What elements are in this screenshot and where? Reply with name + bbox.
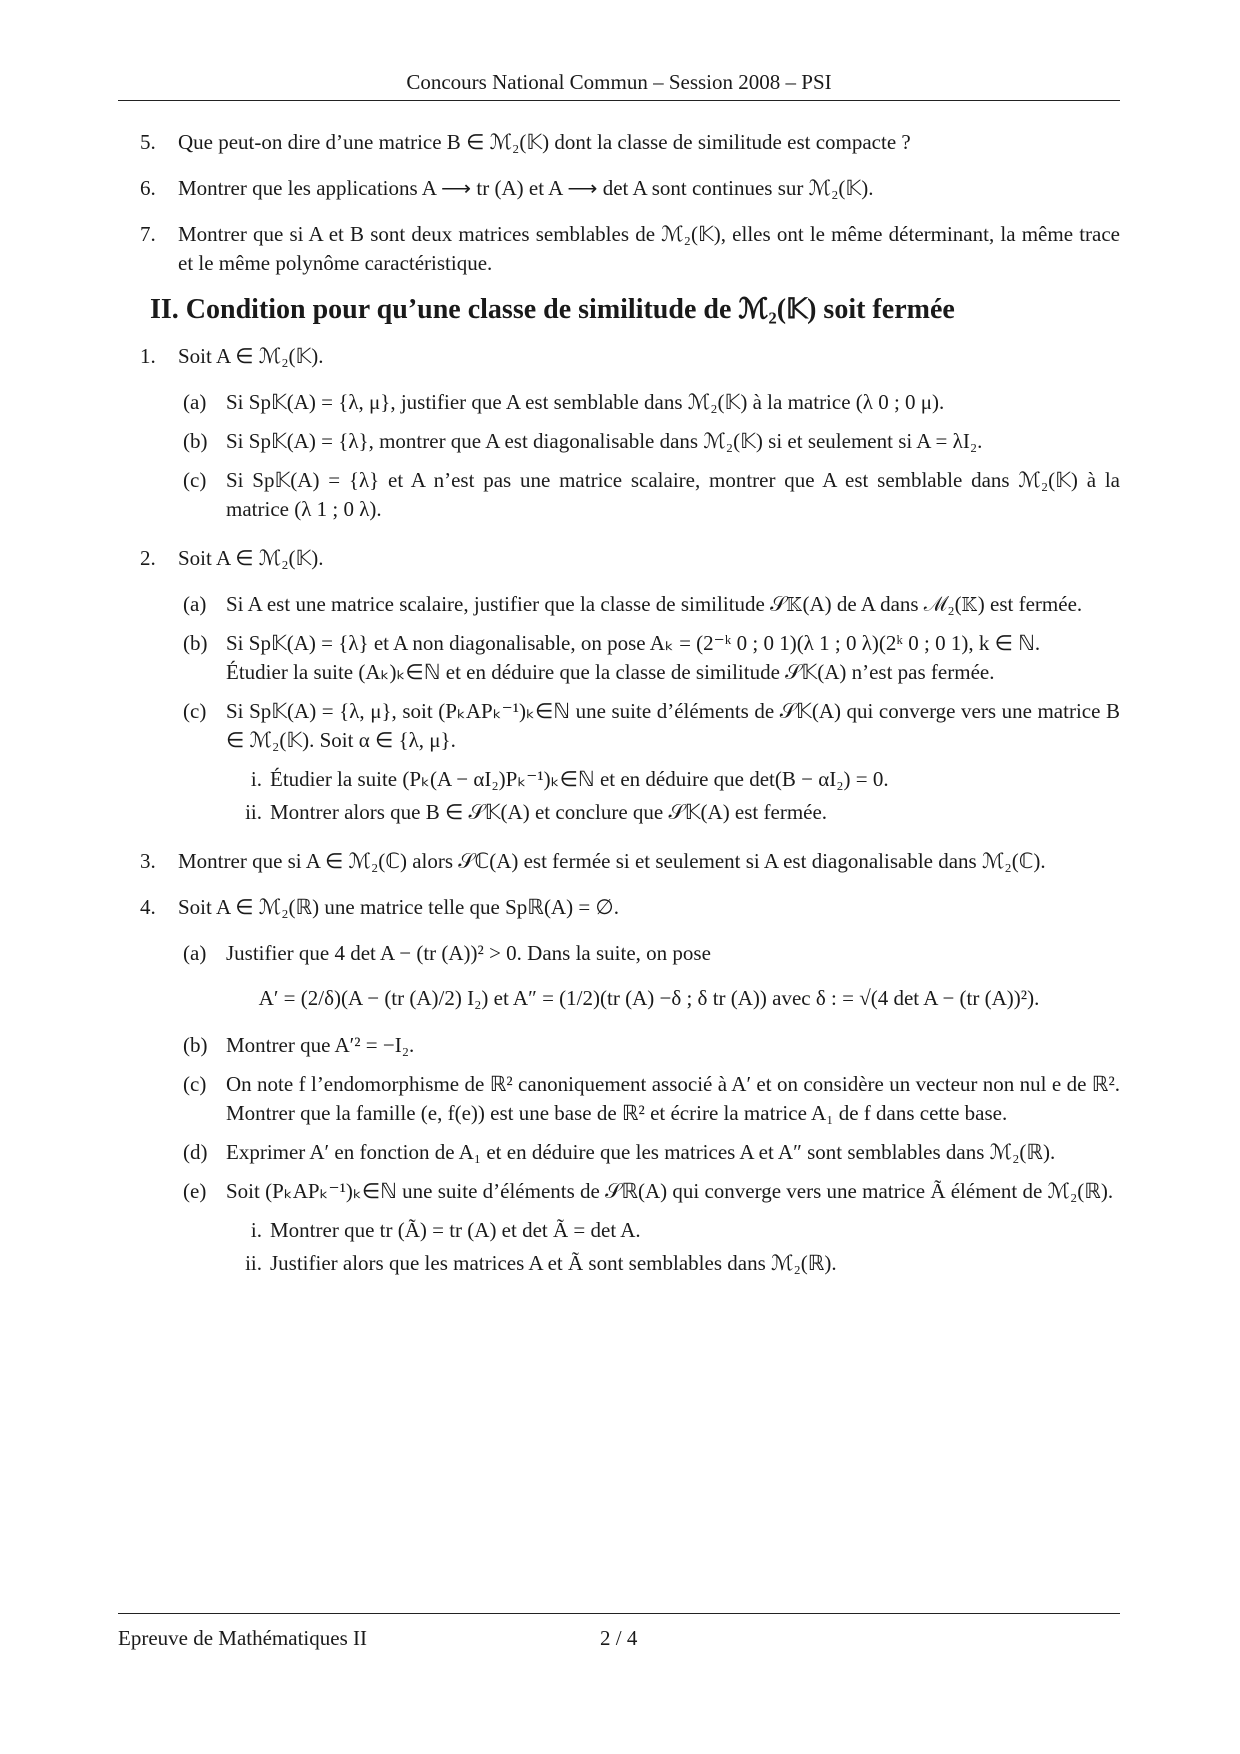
subquestion-label: (d) xyxy=(183,1140,208,1164)
footer-rule xyxy=(118,1613,1120,1614)
subquestion-label: (b) xyxy=(183,631,208,655)
subsubquestion-label: ii. xyxy=(245,1251,262,1275)
subquestion-label: (a) xyxy=(183,941,207,965)
subquestion-1b xyxy=(118,427,1120,456)
subsubquestion-label: i. xyxy=(250,767,262,791)
question-1 xyxy=(118,342,1120,371)
question-number: 5. xyxy=(140,130,156,154)
subquestion-2c xyxy=(118,697,1120,755)
subquestion-label: (c) xyxy=(183,468,207,492)
section-title: II. Condition pour qu’une classe de similitude de ℳ₂(𝕂) soit fermée xyxy=(150,294,955,325)
subquestion-label: (e) xyxy=(183,1179,207,1203)
question-number: 2. xyxy=(140,546,156,570)
question-4 xyxy=(118,893,1120,922)
question-text: Soit A ∈ ℳ₂(ℝ) une matrice telle que Spℝ(A) = ∅. xyxy=(178,895,619,919)
page-content xyxy=(118,128,1120,1282)
subsubquestion-4e-i xyxy=(118,1216,1120,1245)
subquestion-text: Soit (PₖAPₖ⁻¹)ₖ∈ℕ une suite d’éléments de 𝒮ℝ(A) qui converge vers une matrice Ã élément de ℳ₂(ℝ). xyxy=(226,1179,1114,1203)
subquestion-2a xyxy=(118,590,1120,619)
subsubquestion-text: Montrer que tr (Ã) = tr (A) et det Ã = det A. xyxy=(270,1218,641,1242)
subquestion-label: (a) xyxy=(183,592,207,616)
subsubquestion-text: Étudier la suite (Pₖ(A − αI₂)Pₖ⁻¹)ₖ∈ℕ et en déduire que det(B − αI₂) = 0. xyxy=(270,767,889,791)
question-5 xyxy=(118,128,1120,157)
subquestion-text: On note f l’endomorphisme de ℝ² canoniquement associé à A′ et on considère un vecteur non nul e de ℝ². Montrer que la famille (e, f(e)) est une base de ℝ² et écrire la matrice A₁ de f dans cette base. xyxy=(226,1072,1120,1125)
subquestion-4e xyxy=(118,1177,1120,1206)
question-number: 6. xyxy=(140,176,156,200)
subquestion-text-continued: Étudier la suite (Aₖ)ₖ∈ℕ et en déduire que la classe de similitude 𝒮𝕂(A) n’est pas fermée. xyxy=(226,660,995,684)
question-number: 1. xyxy=(140,344,156,368)
subquestion-text: Montrer que A′² = −I₂. xyxy=(226,1033,415,1057)
question-text: Soit A ∈ ℳ₂(𝕂). xyxy=(178,344,324,368)
subsubquestion-label: i. xyxy=(250,1218,262,1242)
subsubquestion-2c-i xyxy=(118,765,1120,794)
subsubquestion-4e-ii xyxy=(118,1249,1120,1278)
question-6 xyxy=(118,174,1120,203)
question-text: Montrer que si A et B sont deux matrices semblables de ℳ₂(𝕂), elles ont le même déterminant, la même trace et le même polynôme caractéristique. xyxy=(178,222,1120,275)
subquestion-1c xyxy=(118,466,1120,524)
subquestion-4c xyxy=(118,1070,1120,1128)
subquestion-label: (a) xyxy=(183,390,207,414)
question-3 xyxy=(118,847,1120,876)
question-text: Montrer que les applications A ⟶ tr (A) et A ⟶ det A sont continues sur ℳ₂(𝕂). xyxy=(178,176,874,200)
subquestion-text: Si Sp𝕂(A) = {λ} et A n’est pas une matrice scalaire, montrer que A est semblable dans ℳ₂(𝕂) à la matrice (λ 1 ; 0 λ). xyxy=(226,468,1120,521)
question-text: Montrer que si A ∈ ℳ₂(ℂ) alors 𝒮ℂ(A) est fermée si et seulement si A est diagonalisable dans ℳ₂(ℂ). xyxy=(178,849,1046,873)
header-rule xyxy=(118,100,1120,101)
subquestion-label: (c) xyxy=(183,1072,207,1096)
subquestion-label: (b) xyxy=(183,1033,208,1057)
subquestion-text: Justifier que 4 det A − (tr (A))² > 0. Dans la suite, on pose xyxy=(226,941,711,965)
question-number: 4. xyxy=(140,895,156,919)
footer-title: Epreuve de Mathématiques II xyxy=(118,1626,367,1650)
question-7 xyxy=(118,220,1120,278)
subquestion-text: Si A est une matrice scalaire, justifier que la classe de similitude 𝒮𝕂(A) de A dans ℳ₂(𝕂) est fermée. xyxy=(226,592,1083,616)
subquestion-text: Exprimer A′ en fonction de A₁ et en déduire que les matrices A et A″ sont semblables dans ℳ₂(ℝ). xyxy=(226,1140,1056,1164)
subquestion-label: (b) xyxy=(183,429,208,453)
question-2 xyxy=(118,544,1120,573)
subquestion-text: Si Sp𝕂(A) = {λ}, montrer que A est diagonalisable dans ℳ₂(𝕂) si et seulement si A = λI₂. xyxy=(226,429,983,453)
subquestion-label: (c) xyxy=(183,699,207,723)
subquestion-4a xyxy=(118,939,1120,968)
subsubquestion-text: Justifier alors que les matrices A et Ã sont semblables dans ℳ₂(ℝ). xyxy=(270,1251,837,1275)
subquestion-1a xyxy=(118,388,1120,417)
question-text: Soit A ∈ ℳ₂(𝕂). xyxy=(178,546,324,570)
subsubquestion-2c-ii xyxy=(118,798,1120,827)
subquestion-text: Si Sp𝕂(A) = {λ} et A non diagonalisable, on pose Aₖ = (2⁻ᵏ 0 ; 0 1)(λ 1 ; 0 λ)(2ᵏ 0 ; 0 1), k ∈ ℕ. xyxy=(226,631,1041,655)
display-equation: A′ = (2/δ)(A − (tr (A)/2) I₂) et A″ = (1/2)(tr (A) −δ ; δ tr (A)) avec δ : = √(4 det A − (tr (A))²). xyxy=(258,986,1040,1010)
page-header: Concours National Commun – Session 2008 – PSI xyxy=(406,70,832,94)
subsubquestion-label: ii. xyxy=(245,800,262,824)
page-number: 2 / 4 xyxy=(600,1626,638,1650)
question-number: 3. xyxy=(140,849,156,873)
subquestion-4d xyxy=(118,1138,1120,1167)
question-number: 7. xyxy=(140,222,156,246)
subquestion-text: Si Sp𝕂(A) = {λ, μ}, soit (PₖAPₖ⁻¹)ₖ∈ℕ une suite d’éléments de 𝒮𝕂(A) qui converge vers une matrice B ∈ ℳ₂(𝕂). Soit α ∈ {λ, μ}. xyxy=(226,699,1120,752)
subquestion-2b xyxy=(118,629,1120,687)
subquestion-text: Si Sp𝕂(A) = {λ, μ}, justifier que A est semblable dans ℳ₂(𝕂) à la matrice (λ 0 ; 0 μ). xyxy=(226,390,945,414)
subquestion-4b xyxy=(118,1031,1120,1060)
subsubquestion-text: Montrer alors que B ∈ 𝒮𝕂(A) et conclure que 𝒮𝕂(A) est fermée. xyxy=(270,800,828,824)
question-text: Que peut-on dire d’une matrice B ∈ ℳ₂(𝕂) dont la classe de similitude est compacte ? xyxy=(178,130,911,154)
